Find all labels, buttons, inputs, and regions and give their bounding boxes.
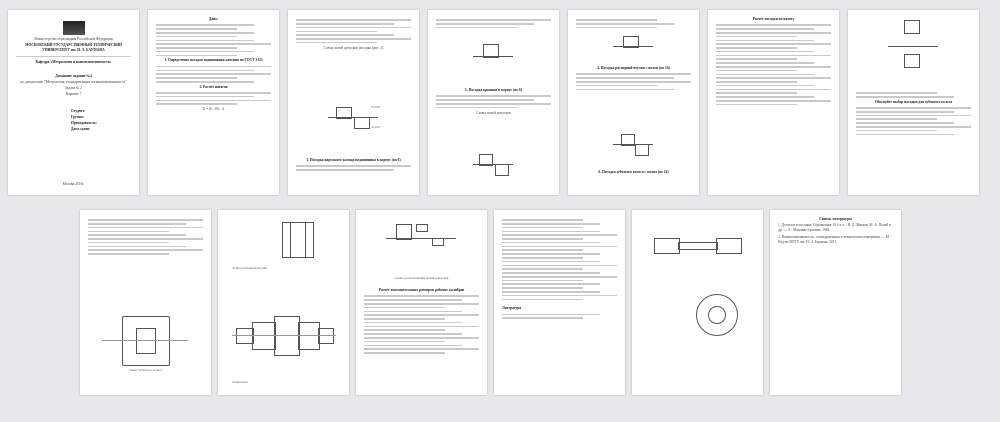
task-number: Задача № 2 [64,86,83,91]
plug-gauge-drawing [652,230,742,260]
city-year: Москва 2016г. [62,181,85,186]
page-gauge-dimensions [494,210,625,395]
teacher-label: Преподаватель: [71,121,97,125]
scheme-lower: -0,010 [371,125,380,129]
sleeve-drawing [278,220,318,260]
page-given-data [148,10,279,195]
ministry-text: Министерство образования Российской Федерации [34,37,113,41]
title-page [8,10,139,195]
gear-fit-heading: 6. Посадка зубчатого колеса с валом (по 16) [598,170,669,174]
shaft-caption: Эскиз вала [232,379,248,384]
page-gauge-calc [356,210,487,395]
page-gear-justification [848,10,979,195]
tolerance-scheme-2 [473,40,513,68]
page-gauge-sketch [632,210,763,395]
sleeve-heading: 4. Посадка распорной втулки с валом (по 16) [597,66,670,70]
gear-drawing [102,310,188,370]
page-shaft-sketch [218,210,349,395]
tolerance-scheme-4 [613,34,653,58]
references-heading: Список литературы [819,217,852,221]
page-cover-fit [428,10,559,195]
gauge-scheme [386,218,456,268]
interference-heading: Расчёт посадки по натягу [752,17,795,21]
group-label: Группа: [71,114,84,119]
variant-number: Вариант 7 [65,92,82,97]
references-label: Литература [502,306,522,311]
tolerance-scheme-3 [473,150,513,180]
formula: Z = (6...10) · d [202,107,225,112]
ring-gauge-drawing [692,290,742,340]
course-name: по дисциплине "Метрология, стандартизация и взаимозаменяемость" [20,79,127,84]
department-name: Кафедра «Метрология и взаимозаменяемость» [35,59,112,64]
given-heading: Дано: [208,17,219,21]
shaft-drawing [232,310,336,360]
section2-heading: 2. Расчёт натягов [199,84,228,89]
date-label: Дата сдачи: [71,127,91,132]
cover-scheme-label: Схема полей допусков [476,110,511,115]
reference-1: 1. Допуски и посадки: Справочник. В 2-х ч. / В. Д. Мягков, М. А. Палей и др. — Л.: Машиностроение, 1982. [778,223,892,233]
tolerance-scheme-6 [888,16,938,76]
page-interference-calc [708,10,839,195]
cover-heading: 5. Посадка крышки в корпус (по 6) [465,88,522,92]
gear-sketch-caption: Эскиз зубчатого колеса [128,367,163,372]
university-name: МОСКОВСКИЙ ГОСУДАРСТВЕННЫЙ ТЕХНИЧЕСКИЙ УНИВЕРСИТЕТ им. Н. Э. БАУМАНА [25,43,122,53]
housing-heading: 3. Посадка наружного кольца подшипника в корпус (по 6) [306,158,401,162]
gauge-scheme-caption: Схема расположения полей допусков [394,276,449,280]
page-references [770,210,901,395]
page-gear-sketch [80,210,211,395]
tolerance-scheme-1 [328,105,378,137]
gear-justification-heading: Обоснуйте выбор посадки для зубчатого колеса [874,99,953,104]
university-logo [63,21,85,35]
reference-2: 2. Взаимозаменяемость, стандартизация и технические измерения. — М.: Изд-во МГТУ им. Н. Э. Баумана, 2011. [778,234,891,244]
student-label: Студент: [71,108,86,113]
page-housing-fit [288,10,419,195]
page-sleeve-fit [568,10,699,195]
scheme-label: Схема полей допусков посадки (рис. 1) [323,45,384,50]
tolerance-scheme-5 [613,130,653,158]
gauge-heading: Расчёт исполнительных размеров рабочих калибров [378,288,465,292]
section1-heading: 1. Определение посадок подшипника качения по ГОСТ 3325 [164,58,263,63]
sleeve-caption: Эскиз распорной втулки [232,266,268,270]
scheme-upper: +0,025 [370,105,380,109]
task-title: Домашнее задание №4 [55,73,92,78]
